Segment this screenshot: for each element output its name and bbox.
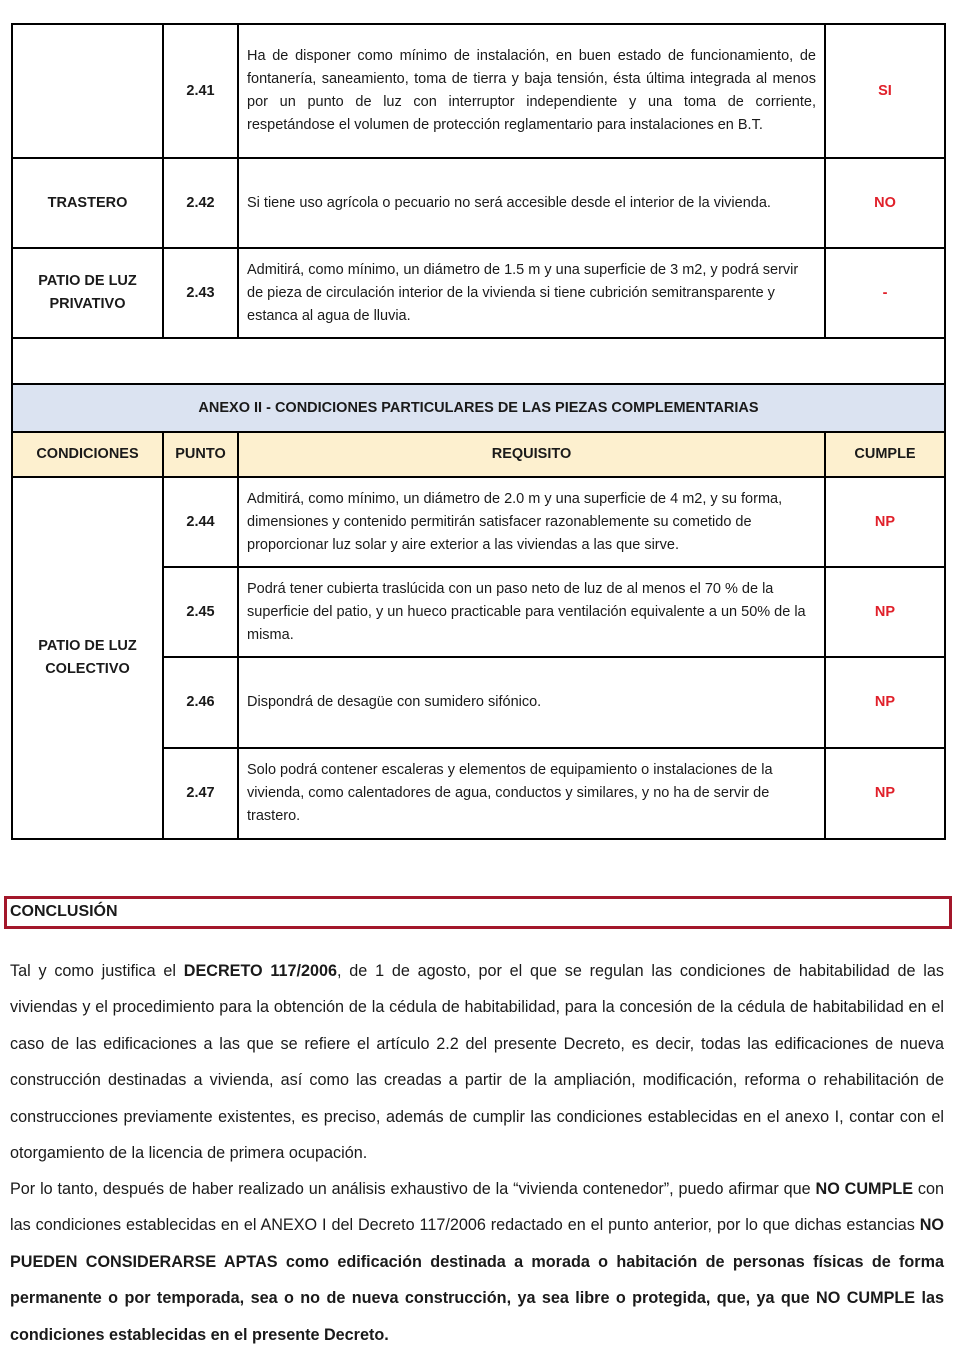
header-row bbox=[12, 432, 945, 477]
spacer-cell bbox=[12, 338, 945, 384]
requirement-cell: Dispondrá de desagüe con sumidero sifónico. bbox=[238, 657, 825, 748]
condition-cell: TRASTERO bbox=[12, 158, 163, 248]
compliance-cell: - bbox=[825, 248, 945, 338]
point-cell: 2.43 bbox=[163, 248, 238, 338]
compliance-cell: NP bbox=[825, 567, 945, 657]
group-condition-cell: PATIO DE LUZ COLECTIVO bbox=[12, 477, 163, 839]
p1-decree: DECRETO 117/2006 bbox=[183, 962, 338, 980]
point-cell: 2.47 bbox=[163, 748, 238, 839]
annex-title: ANEXO II - CONDICIONES PARTICULARES DE LAS PIEZAS COMPLEMENTARIAS bbox=[12, 384, 945, 432]
p2-text-a: Por lo tanto, después de haber realizado un análisis exhaustivo de la “vivienda contenedor”, puedo afirmar que bbox=[10, 1180, 816, 1198]
table-row bbox=[12, 24, 945, 158]
point-cell: 2.45 bbox=[163, 567, 238, 657]
compliance-cell: NP bbox=[825, 657, 945, 748]
header-punto: PUNTO bbox=[163, 432, 238, 477]
table-row bbox=[12, 158, 945, 248]
condition-cell bbox=[12, 24, 163, 158]
point-cell: 2.44 bbox=[163, 477, 238, 567]
requirement-cell: Admitirá, como mínimo, un diámetro de 2.0 m y una superficie de 4 m2, y su forma, dimensiones y contenido permitirán satisfacer razonablemente su cometido de proporcionar luz solar y aire exterior a las viviendas a las que sirve. bbox=[238, 477, 825, 567]
point-cell: 2.42 bbox=[163, 158, 238, 248]
conclusion-paragraph-1 bbox=[10, 953, 944, 1171]
point-cell: 2.46 bbox=[163, 657, 238, 748]
requirements-table bbox=[11, 23, 946, 840]
condition-cell: PATIO DE LUZ PRIVATIVO bbox=[12, 248, 163, 338]
requirement-cell: Admitirá, como mínimo, un diámetro de 1.5 m y una superficie de 3 m2, y podrá servir de pieza de circulación interior de la vivienda si tiene cubrición semitransparente y estanca al agua de lluvia. bbox=[238, 248, 825, 338]
compliance-cell: NP bbox=[825, 748, 945, 839]
annex-title-row bbox=[12, 384, 945, 432]
point-cell: 2.41 bbox=[163, 24, 238, 158]
p2-no-cumple: NO CUMPLE bbox=[815, 1180, 914, 1198]
header-cumple: CUMPLE bbox=[825, 432, 945, 477]
conclusion-title: CONCLUSIÓN bbox=[10, 903, 118, 920]
conclusion-heading-box bbox=[4, 896, 952, 929]
p2-text-c: con las condiciones establecidas en el ANEXO I del Decreto 117/2006 redactado en el punto anterior, por lo que dichas estancias bbox=[10, 1180, 945, 1235]
requirement-cell: Solo podrá contener escaleras y elementos de equipamiento o instalaciones de la vivienda, como calentadores de agua, conductos y similares, y no ha de servir de trastero. bbox=[238, 748, 825, 839]
header-condiciones: CONDICIONES bbox=[12, 432, 163, 477]
table-row bbox=[12, 477, 945, 567]
p1-text-a: Tal y como justifica el bbox=[10, 962, 184, 980]
requirement-cell: Ha de disponer como mínimo de instalación, en buen estado de funcionamiento, de fontanería, saneamiento, toma de tierra y baja tensión, ésta última integrada al menos por un punto de luz con interruptor independiente y una toma de corriente, respetándose el volumen de protección reglamentario para instalaciones en B.T. bbox=[238, 24, 825, 158]
table-row bbox=[12, 248, 945, 338]
requirement-cell: Podrá tener cubierta traslúcida con un paso neto de luz de al menos el 70 % de la superficie del patio, y un hueco practicable para ventilación equivalente a un 50% de la misma. bbox=[238, 567, 825, 657]
spacer-row bbox=[12, 338, 945, 384]
compliance-cell: NO bbox=[825, 158, 945, 248]
conclusion-paragraph-2 bbox=[10, 1171, 944, 1353]
compliance-cell: SI bbox=[825, 24, 945, 158]
compliance-cell: NP bbox=[825, 477, 945, 567]
p1-text-c: , de 1 de agosto, por el que se regulan las condiciones de habitabilidad de las viviendas y el procedimiento para la obtención de la cédula de habitabilidad, para la concesión de la cédula de habitabilidad en el caso de las edificaciones a las que se refiere el artículo 2.2 del presente Decreto, es decir, todas las edificaciones de nueva construcción destinadas a vivienda, así como las creadas a partir de la ampliación, modificación, reforma o rehabilitación de construcciones previamente existentes, es preciso, además de cumplir las condiciones establecidas en el anexo I, contar con el otorgamiento de la licencia de primera ocupación. bbox=[10, 962, 945, 1163]
header-requisito: REQUISITO bbox=[238, 432, 825, 477]
p2-bold-statement: NO PUEDEN CONSIDERARSE APTAS como edificación destinada a morada o habitación de personas físicas de forma permanente o por temporada, sea o no de nueva construcción, ya sea libre o protegida, que, ya que NO CUMPLE las condiciones establecidas en el presente Decreto. bbox=[10, 1216, 944, 1344]
requirement-cell: Si tiene uso agrícola o pecuario no será accesible desde el interior de la vivienda. bbox=[238, 158, 825, 248]
